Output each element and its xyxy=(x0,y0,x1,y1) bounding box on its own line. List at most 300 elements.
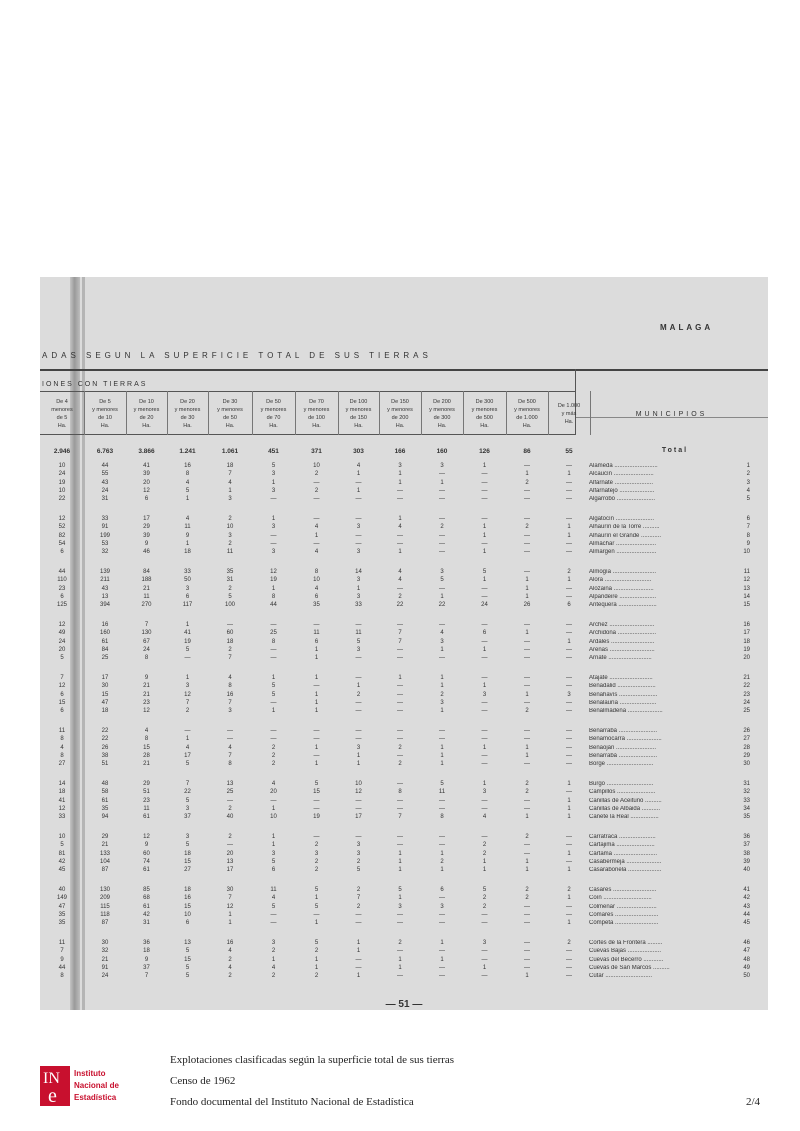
municipio-name: Almargen ........................ xyxy=(589,549,657,556)
table-cell: 7 xyxy=(185,699,190,706)
table-cell: 61 xyxy=(143,814,150,821)
table-cell: 2 xyxy=(482,903,487,910)
table-cell: 5 xyxy=(185,973,190,980)
table-cell: 2 xyxy=(314,487,319,494)
table-cell: — xyxy=(524,549,530,556)
municipio-name: Almáchar ........................ xyxy=(589,540,657,547)
municipio-number: 42 xyxy=(743,895,750,902)
table-cell: 91 xyxy=(101,964,109,971)
table-cell: 2 xyxy=(525,789,529,796)
table-cell: 2 xyxy=(228,834,232,840)
footer-page-number: 2/4 xyxy=(745,1096,760,1108)
table-cell: — xyxy=(355,805,362,812)
table-cell: 2 xyxy=(398,761,402,768)
table-cell: — xyxy=(566,463,572,469)
table-cell: — xyxy=(270,920,277,927)
table-cell: — xyxy=(355,675,362,681)
table-cell: 5 xyxy=(228,593,232,600)
table-cell: — xyxy=(524,463,530,469)
table-cell: — xyxy=(524,842,530,849)
svg-text:Nacional de: Nacional de xyxy=(74,1081,119,1090)
table-cell: 19 xyxy=(270,577,277,584)
table-cell: 1 xyxy=(525,973,529,980)
table-cell: 8 xyxy=(314,569,319,575)
table-cell: 3 xyxy=(356,593,361,600)
table-cell: 1 xyxy=(228,920,232,927)
table-cell: 21 xyxy=(143,683,150,690)
table-cell: 3 xyxy=(440,569,444,575)
table-cell: — xyxy=(439,728,445,734)
table-cell: 35 xyxy=(58,911,66,918)
table-cell: 51 xyxy=(101,761,109,768)
column-header: De 30 y menores de 50 Ha. xyxy=(217,399,243,429)
table-cell: 58 xyxy=(101,789,109,796)
table-cell: 1 xyxy=(525,630,529,637)
table-cell: — xyxy=(397,708,403,715)
table-cell: 4 xyxy=(314,549,319,556)
municipio-number: 38 xyxy=(743,850,750,857)
table-cell: — xyxy=(439,964,445,971)
table-cell: 3 xyxy=(185,834,190,840)
table-cell: 44 xyxy=(270,602,277,609)
table-cell: 1 xyxy=(356,948,361,955)
table-cell: — xyxy=(184,655,191,662)
table-cell: 12 xyxy=(226,903,234,910)
table-cell: 1 xyxy=(185,736,190,743)
table-cell: 1 xyxy=(356,471,361,478)
table-cell: — xyxy=(313,736,320,743)
table-cell: 12 xyxy=(143,834,150,840)
table-cell: — xyxy=(524,655,530,662)
table-cell: 1 xyxy=(398,549,402,556)
municipio-name: Casabermeja ..................... xyxy=(589,858,662,865)
table-cell: 3 xyxy=(228,496,232,503)
header-bottom-rule xyxy=(40,434,575,435)
table-cell: 24 xyxy=(58,471,66,478)
table-cell: 1 xyxy=(525,867,529,874)
table-cell: 211 xyxy=(100,577,110,584)
table-cell: 1 xyxy=(314,699,319,706)
table-cell: 209 xyxy=(99,895,110,902)
table-subtitle: IONES CON TIERRAS xyxy=(42,381,148,388)
table-cell: 9 xyxy=(60,956,64,963)
table-cell: — xyxy=(397,487,403,494)
table-cell: 31 xyxy=(143,920,150,927)
table-cell: — xyxy=(481,956,488,963)
table-cell: — xyxy=(313,834,320,840)
table-cell: 7 xyxy=(228,895,232,902)
table-cell: — xyxy=(524,911,530,918)
table-cell: 3 xyxy=(482,691,487,698)
table-cell: 1 xyxy=(271,675,276,681)
table-cell: — xyxy=(227,842,233,849)
table-cell: 2 xyxy=(271,761,276,768)
municipio-number: 19 xyxy=(743,646,750,653)
table-cell: — xyxy=(397,691,403,698)
table-cell: 11 xyxy=(58,728,66,734)
table-cell: 9 xyxy=(144,675,149,681)
table-cell: — xyxy=(524,964,530,971)
table-cell: 18 xyxy=(101,708,109,715)
column-header: De 50 y menores de 70 Ha. xyxy=(260,399,287,429)
table-cell: 2 xyxy=(271,973,276,980)
table-cell: 49 xyxy=(58,630,66,637)
table-cell: 12 xyxy=(355,789,362,796)
table-cell: 11 xyxy=(226,549,234,556)
table-cell: — xyxy=(566,789,572,796)
table-cell: 1 xyxy=(398,964,402,971)
table-cell: 24 xyxy=(101,973,109,980)
table-cell: 2 xyxy=(314,948,319,955)
table-cell: 60 xyxy=(143,850,150,857)
table-cell: 1 xyxy=(356,683,361,690)
table-cell: 3 xyxy=(356,744,361,751)
table-cell: — xyxy=(397,532,403,539)
municipio-number: 27 xyxy=(743,736,750,743)
column-header: De 100 y menores de 150 Ha. xyxy=(345,399,372,429)
municipio-name: Alameda .......................... xyxy=(589,463,658,469)
table-cell: 2 xyxy=(525,781,529,787)
table-cell: — xyxy=(270,532,277,539)
table-cell: — xyxy=(481,496,488,503)
table-cell: 5 xyxy=(60,842,64,849)
table-cell: 12 xyxy=(58,516,66,522)
table-cell: — xyxy=(270,728,277,734)
table-cell: — xyxy=(481,479,488,486)
table-cell: 3 xyxy=(271,471,276,478)
table-cell: 21 xyxy=(143,761,150,768)
municipio-name: Benalauría ...................... xyxy=(589,699,657,706)
table-cell: — xyxy=(355,920,362,927)
table-cell: — xyxy=(481,585,488,592)
table-cell: 5 xyxy=(482,569,487,575)
table-cell: 1 xyxy=(567,805,571,812)
table-cell: — xyxy=(566,903,572,910)
table-cell: 8 xyxy=(60,736,64,743)
municipio-name: Antequera ....................... xyxy=(589,602,657,609)
table-cell: 5 xyxy=(271,903,276,910)
table-cell: 270 xyxy=(141,602,152,609)
table-cell: — xyxy=(355,622,362,628)
table-cell: 87 xyxy=(101,867,109,874)
municipio-name: Alhaurín el Grande ............ xyxy=(589,532,662,539)
table-cell: — xyxy=(481,622,488,628)
table-cell: 5 xyxy=(314,903,319,910)
column-header: De 10 y menores de 20 Ha. xyxy=(133,399,160,429)
table-cell: 25 xyxy=(101,655,109,662)
table-cell: 4 xyxy=(398,524,402,531)
table-cell: — xyxy=(439,549,445,556)
table-cell: 110 xyxy=(57,577,67,584)
municipio-number: 12 xyxy=(743,577,750,584)
table-cell: 38 xyxy=(101,752,109,759)
table-cell: — xyxy=(270,646,277,653)
table-cell: — xyxy=(397,540,403,547)
table-cell: 15 xyxy=(101,691,109,698)
municipio-number: 8 xyxy=(746,532,750,539)
table-cell: — xyxy=(397,646,403,653)
table-cell: 44 xyxy=(101,463,109,469)
table-cell: 22 xyxy=(396,602,404,609)
table-cell: 11 xyxy=(143,805,150,812)
table-cell: 1 xyxy=(398,956,402,963)
municipio-number: 25 xyxy=(743,708,750,715)
table-cell: 6 xyxy=(185,593,190,600)
table-cell: 1 xyxy=(482,532,487,539)
municipio-name: Cuevas del Becerro ............ xyxy=(589,956,664,963)
table-cell: 2 xyxy=(525,895,529,902)
table-cell: 19 xyxy=(313,814,320,821)
svg-text:Instituto: Instituto xyxy=(74,1069,106,1078)
table-cell: 18 xyxy=(184,850,191,857)
footer-title: Explotaciones clasificadas según la superficie total de sus tierras xyxy=(170,1054,455,1066)
total-value: 1.241 xyxy=(179,448,196,455)
table-cell: 33 xyxy=(184,569,191,575)
table-cell: — xyxy=(524,638,530,645)
table-cell: 104 xyxy=(99,858,110,865)
table-cell: — xyxy=(397,585,403,592)
table-cell: 24 xyxy=(143,646,150,653)
table-cell: 2 xyxy=(482,895,487,902)
table-cell: 3 xyxy=(271,487,276,494)
table-cell: 1 xyxy=(440,956,444,963)
municipio-name: Almogía .......................... xyxy=(589,569,657,575)
table-cell: 32 xyxy=(101,948,109,955)
table-cell: 21 xyxy=(101,842,109,849)
table-cell: 1 xyxy=(567,867,571,874)
municipio-number: 24 xyxy=(743,699,750,706)
municipio-number: 41 xyxy=(743,887,750,893)
table-cell: 25 xyxy=(226,789,234,796)
table-cell: — xyxy=(439,496,445,503)
table-cell: 1 xyxy=(482,858,487,865)
table-cell: 5 xyxy=(185,646,190,653)
table-cell: — xyxy=(439,842,445,849)
table-cell: 9 xyxy=(185,532,190,539)
table-cell: 3 xyxy=(271,524,276,531)
table-cell: 47 xyxy=(101,699,109,706)
table-cell: 1 xyxy=(271,834,276,840)
municipio-name: Arenas ........................... xyxy=(589,646,655,653)
table-cell: — xyxy=(524,940,530,946)
table-cell: — xyxy=(270,622,277,628)
municipio-number: 20 xyxy=(743,655,750,662)
footer-source: Fondo documental del Instituto Nacional de Estadística xyxy=(170,1096,414,1108)
table-cell: 2 xyxy=(314,471,319,478)
table-cell: 2 xyxy=(567,940,571,946)
table-cell: 22 xyxy=(101,728,109,734)
table-cell: 26 xyxy=(523,602,531,609)
table-cell: 1 xyxy=(525,752,529,759)
table-cell: 6 xyxy=(60,708,64,715)
table-cell: 8 xyxy=(271,593,276,600)
table-cell: 1 xyxy=(271,708,276,715)
table-cell: 7 xyxy=(398,630,402,637)
table-cell: — xyxy=(439,920,445,927)
table-cell: 1 xyxy=(398,471,402,478)
table-cell: 2 xyxy=(398,593,402,600)
table-cell: 42 xyxy=(58,858,66,865)
table-cell: 18 xyxy=(184,887,191,893)
table-cell: 47 xyxy=(58,903,66,910)
table-cell: — xyxy=(397,728,403,734)
table-cell: 7 xyxy=(356,895,361,902)
table-cell: 1 xyxy=(185,622,190,628)
total-value: 86 xyxy=(523,448,531,455)
table-cell: 16 xyxy=(101,622,109,628)
municipio-number: 6 xyxy=(746,516,750,522)
table-cell: 9 xyxy=(144,540,149,547)
municipio-number: 50 xyxy=(743,973,750,980)
table-cell: — xyxy=(227,797,233,804)
table-cell: 21 xyxy=(101,956,109,963)
table-cell: 149 xyxy=(56,895,67,902)
table-cell: 20 xyxy=(226,850,234,857)
table-cell: 7 xyxy=(398,814,402,821)
table-cell: 18 xyxy=(226,463,234,469)
table-cell: — xyxy=(566,496,572,503)
table-cell: 4 xyxy=(60,744,64,751)
table-cell: 22 xyxy=(184,789,191,796)
table-cell: 31 xyxy=(101,496,109,503)
table-cell: 1 xyxy=(398,675,402,681)
table-cell: 1 xyxy=(525,585,529,592)
table-cell: 4 xyxy=(228,744,232,751)
table-cell: 1 xyxy=(567,797,571,804)
table-cell: — xyxy=(566,516,572,522)
municipio-number: 31 xyxy=(743,781,750,787)
table-cell: 21 xyxy=(143,691,150,698)
table-cell: 115 xyxy=(100,903,110,910)
table-cell: — xyxy=(355,496,362,503)
table-cell: 29 xyxy=(101,834,109,840)
table-cell: 2 xyxy=(482,842,487,849)
table-cell: 2 xyxy=(228,956,232,963)
table-cell: 1 xyxy=(482,549,487,556)
table-cell: 2 xyxy=(356,903,361,910)
table-cell: 17 xyxy=(184,752,191,759)
table-cell: 5 xyxy=(185,761,190,768)
table-cell: 16 xyxy=(226,691,234,698)
table-cell: 8 xyxy=(398,789,402,796)
table-cell: — xyxy=(313,683,320,690)
municipio-number: 26 xyxy=(743,728,750,734)
table-cell: 11 xyxy=(184,524,191,531)
table-cell: 1 xyxy=(356,761,361,768)
table-cell: 6 xyxy=(185,920,190,927)
table-cell: — xyxy=(270,496,277,503)
table-cell: — xyxy=(566,479,572,486)
municipio-number: 16 xyxy=(743,622,750,628)
table-cell: 3 xyxy=(271,940,276,946)
table-cell: 37 xyxy=(143,964,150,971)
table-cell: 1 xyxy=(482,524,487,531)
municipio-number: 49 xyxy=(743,964,750,971)
table-cell: 12 xyxy=(58,683,66,690)
table-cell: 4 xyxy=(271,781,276,787)
table-cell: 22 xyxy=(101,736,109,743)
municipio-number: 37 xyxy=(743,842,750,849)
table-cell: 1 xyxy=(314,655,319,662)
municipio-number: 32 xyxy=(743,789,750,796)
table-cell: 5 xyxy=(314,781,319,787)
table-cell: 1 xyxy=(398,850,402,857)
table-cell: 1 xyxy=(525,471,529,478)
table-cell: 28 xyxy=(143,752,150,759)
table-cell: 7 xyxy=(144,973,149,980)
table-cell: 27 xyxy=(58,761,66,768)
table-cell: 1 xyxy=(398,895,402,902)
table-cell: 15 xyxy=(184,858,191,865)
table-cell: 2 xyxy=(228,805,232,812)
table-cell: 87 xyxy=(101,920,109,927)
municipio-name: Borge ............................ xyxy=(589,761,654,768)
municipio-number: 46 xyxy=(743,940,750,946)
table-cell: 5 xyxy=(356,867,361,874)
table-cell: — xyxy=(524,920,530,927)
municipio-name: Cortes de la Frontera ......... xyxy=(589,940,663,946)
municipio-number: 22 xyxy=(743,683,750,690)
table-cell: 4 xyxy=(271,895,276,902)
table-cell: 5 xyxy=(440,577,444,584)
table-cell: 1 xyxy=(314,708,319,715)
table-cell: 18 xyxy=(226,638,234,645)
table-cell: 3 xyxy=(271,549,276,556)
municipio-name: Ardales .......................... xyxy=(589,638,655,645)
table-cell: 12 xyxy=(143,708,150,715)
table-cell: 8 xyxy=(228,761,232,768)
table-cell: — xyxy=(566,736,572,743)
table-cell: 18 xyxy=(143,948,150,955)
municipio-number: 15 xyxy=(743,602,750,609)
municipios-header: MUNICIPIOS xyxy=(635,410,708,418)
table-cell: 5 xyxy=(482,887,487,893)
table-cell: 12 xyxy=(143,487,150,494)
table-cell: 6 xyxy=(440,887,444,893)
table-cell: — xyxy=(481,797,488,804)
table-cell: 35 xyxy=(313,602,320,609)
table-cell: — xyxy=(439,487,445,494)
table-cell: — xyxy=(313,479,320,486)
table-cell: 30 xyxy=(101,940,109,946)
municipio-name: Casarabonela .................... xyxy=(589,867,662,874)
table-cell: 1 xyxy=(440,646,444,653)
municipio-name: Cañete la Real ................. xyxy=(589,814,659,821)
table-cell: 6 xyxy=(60,593,64,600)
table-cell: 7 xyxy=(228,471,232,478)
municipio-name: Canillas de Albaida ........... xyxy=(589,805,661,812)
column-header: De 200 y menores de 300 Ha. xyxy=(429,399,455,429)
table-cell: 10 xyxy=(226,524,234,531)
table-cell: 2 xyxy=(525,524,529,531)
table-cell: 10 xyxy=(184,911,191,918)
table-cell: 11 xyxy=(143,593,150,600)
table-cell: 1 xyxy=(271,842,276,849)
table-cell: 1 xyxy=(482,781,487,787)
municipio-number: 4 xyxy=(746,487,750,494)
table-cell: 2 xyxy=(440,858,444,865)
table-cell: 2 xyxy=(271,948,276,955)
table-cell: 1 xyxy=(567,638,571,645)
table-cell: 8 xyxy=(440,814,444,821)
table-cell: — xyxy=(481,973,488,980)
column-header: De 70 y menores de 100 Ha. xyxy=(303,399,330,429)
table-cell: 5 xyxy=(185,964,190,971)
table-cell: — xyxy=(566,646,572,653)
municipio-number: 14 xyxy=(743,593,750,600)
table-cell: 21 xyxy=(143,585,150,592)
ine-logo xyxy=(40,1066,150,1106)
